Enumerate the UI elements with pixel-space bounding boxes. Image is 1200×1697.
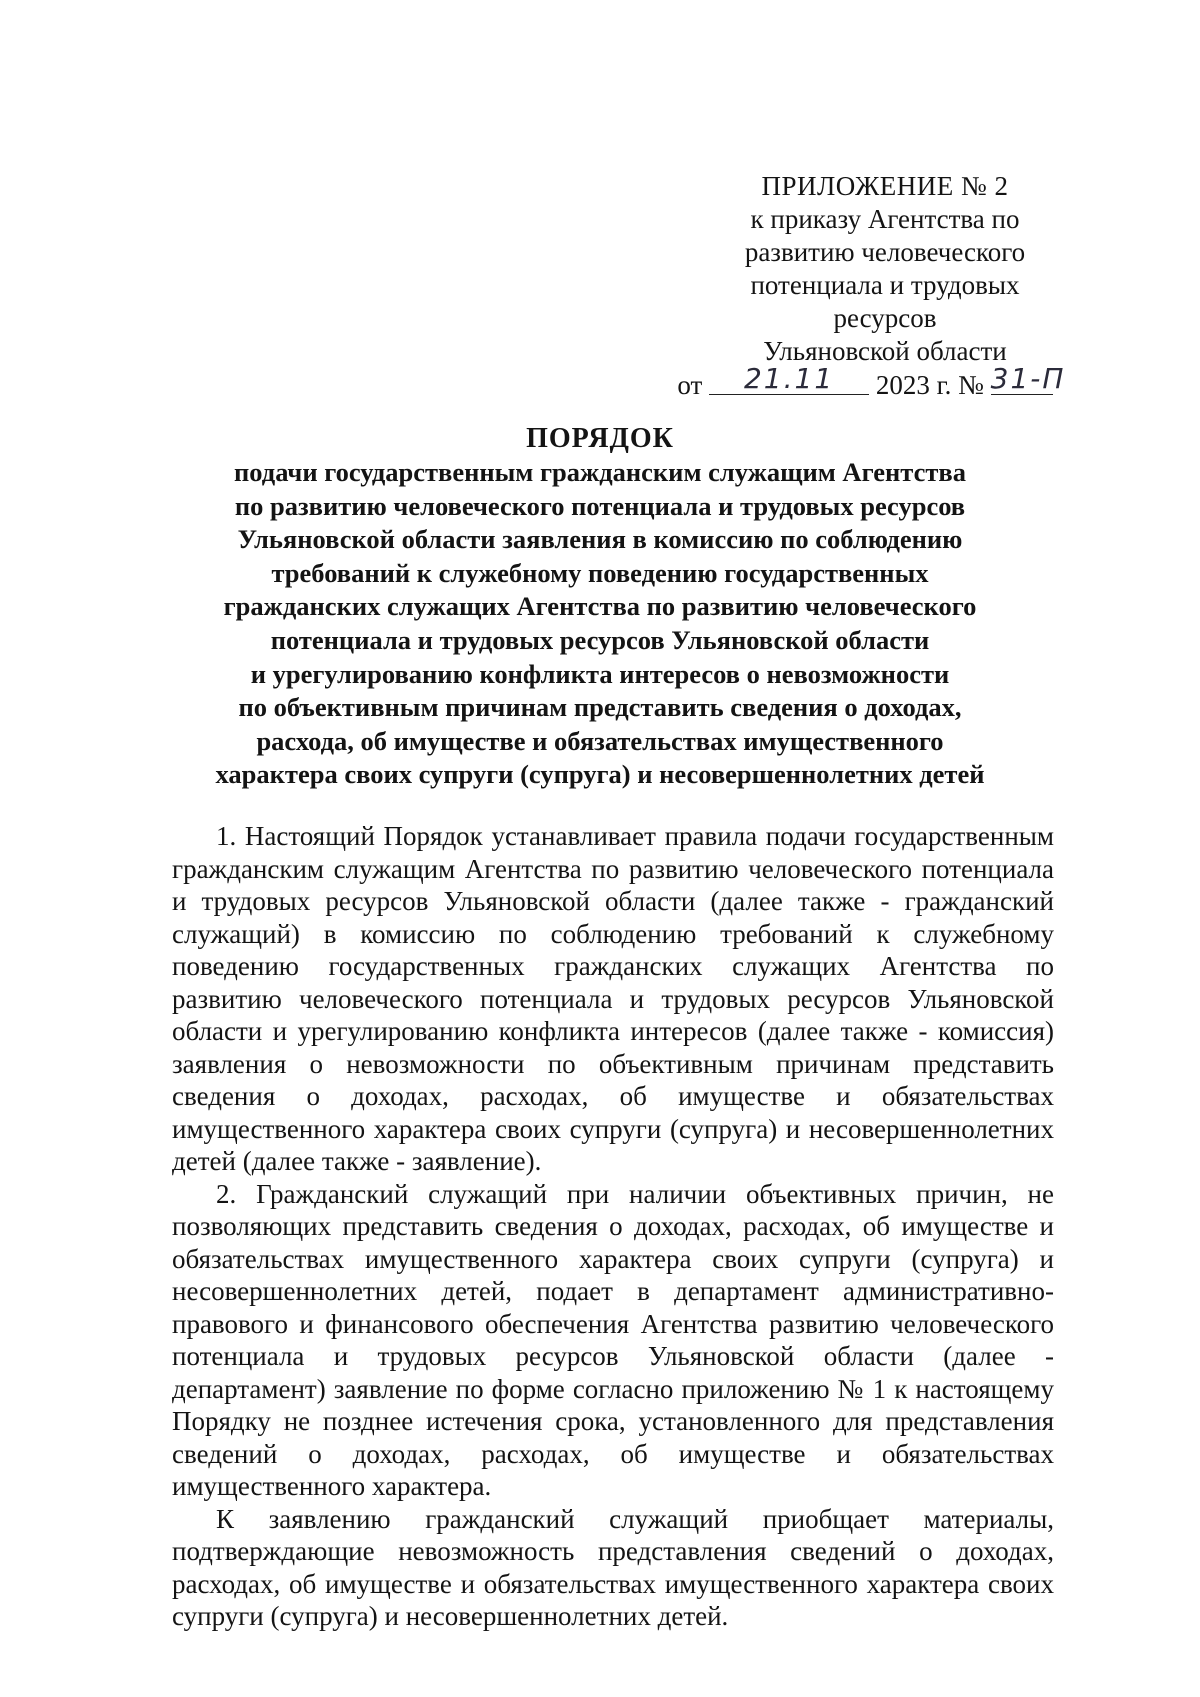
order-prefix: от [677, 370, 703, 400]
subtitle-line: по объективным причинам представить сведения о доходах, [238, 692, 962, 723]
subtitle-line: и урегулированию конфликта интересов о невозможности [250, 658, 950, 689]
document-body [172, 820, 1054, 1633]
document-title-block [150, 422, 1050, 792]
appendix-line: развитию человеческого [744, 237, 1026, 267]
appendix-line: ресурсов [833, 303, 937, 333]
appendix-header [677, 170, 1070, 402]
subtitle-line: характера своих супруги (супруга) и несовершеннолетних детей [215, 759, 985, 790]
subtitle-line: требований к служебному поведению государственных [271, 557, 929, 588]
order-date-handwritten: 21.11 [743, 362, 835, 395]
paragraph-1: 1. Настоящий Порядок устанавливает правила подачи государственным гражданским служащим Агентства по развитию человеческого потенциала и трудовых ресурсов Ульяновской области (далее также - гражданский служащий) в комиссию по соблюдению требований к служебному поведению государственных гражданских служащих Агентства по развитию человеческого потенциала и трудовых ресурсов Ульяновской области и урегулированию конфликта интересов (далее также - комиссия) заявления о невозможности по объективным причинам представить сведения о доходах, расходах, об имуществе и обязательствах имущественного характера своих супруги (супруга) и несовершеннолетних детей (далее также - заявление). [172, 821, 1054, 1176]
subtitle-line: Ульяновской области заявления в комиссию по соблюдению [237, 524, 963, 555]
subtitle-line: потенциала и трудовых ресурсов Ульяновской области [270, 624, 930, 655]
subtitle-line: гражданских служащих Агентства по развитию человеческого [223, 591, 977, 622]
appendix-line: к приказу Агентства по [750, 204, 1020, 234]
paragraph-2: 2. Гражданский служащий при наличии объективных причин, не позволяющих представить сведения о доходах, расходах, об имуществе и обязательствах имущественного характера своих супруги (супруга) и несовершеннолетних детей, подает в департамент административно-правового и финансового обеспечения Агентства развитию человеческого потенциала и трудовых ресурсов Ульяновской области (далее - департамент) заявление по форме согласно приложению № 1 к настоящему Порядку не позднее истечения срока, установленного для представления сведений о доходах, расходах, об имуществе и обязательствах имущественного характера. [172, 1178, 1054, 1501]
document-subtitle [150, 456, 1050, 792]
order-reference [650, 362, 1080, 402]
paragraph-3: К заявлению гражданский служащий приобщает материалы, подтверждающие невозможность представления сведений о доходах, расходах, об имуществе и обязательствах имущественного характера своих супруги (супруга) и несовершеннолетних детей. [172, 1503, 1054, 1631]
document-title: ПОРЯДОК [526, 423, 674, 454]
appendix-line: потенциала и трудовых [750, 270, 1020, 300]
order-number-handwritten: 31-П [990, 362, 1066, 395]
appendix-title: ПРИЛОЖЕНИЕ № 2 [761, 171, 1009, 201]
subtitle-line: подачи государственным гражданским служащим Агентства [234, 457, 966, 487]
appendix-line: Ульяновской области [763, 336, 1007, 366]
order-year: 2023 г. № [875, 370, 984, 400]
order-number-field [990, 362, 1066, 395]
order-date-field [709, 362, 869, 395]
subtitle-line: по развитию человеческого потенциала и трудовых ресурсов [234, 490, 966, 521]
subtitle-line: расхода, об имуществе и обязательствах имущественного [256, 725, 944, 756]
